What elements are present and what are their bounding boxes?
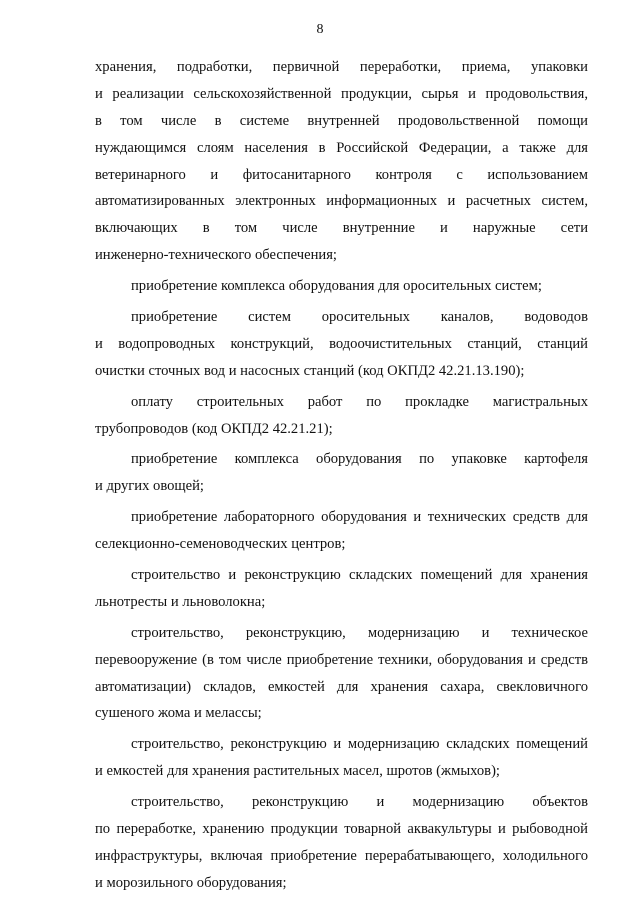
text-line: включающих в том числе внутренние и наружные сети bbox=[95, 220, 588, 237]
text-line: инфраструктуры, включая приобретение перерабатывающего, холодильного bbox=[95, 847, 588, 864]
text-line: строительство, реконструкцию, модернизацию и техническое bbox=[131, 624, 588, 641]
text-line: приобретение систем оросительных каналов, водоводов bbox=[131, 309, 588, 326]
text-line: хранения, подработки, первичной переработки, приема, упаковки bbox=[95, 59, 588, 75]
text-line: очистки сточных вод и насосных станций (код ОКПД2 42.21.13.190); bbox=[95, 362, 525, 379]
text-line: трубопроводов (код ОКПД2 42.21.21); bbox=[95, 420, 333, 437]
text-line: автоматизированных электронных информационных и расчетных систем, bbox=[95, 193, 588, 210]
text-line: приобретение лабораторного оборудования и технических средств для bbox=[131, 509, 588, 526]
page-number: 8 bbox=[316, 22, 324, 37]
text-line: сушеного жома и мелассы; bbox=[95, 705, 262, 722]
text-line: и морозильного оборудования; bbox=[95, 874, 287, 891]
text-line: и других овощей; bbox=[95, 478, 204, 495]
text-line: строительство, реконструкцию и модернизацию складских помещений bbox=[131, 736, 588, 753]
text-line: нуждающимся слоям населения в Российской Федерации, а также для bbox=[95, 139, 588, 156]
text-line: оплату строительных работ по прокладке магистральных bbox=[131, 393, 588, 410]
text-line: автоматизации) складов, емкостей для хранения сахара, свекловичного bbox=[95, 678, 588, 695]
text-line: строительство и реконструкцию складских помещений для хранения bbox=[131, 567, 588, 584]
text-line: и водопроводных конструкций, водоочистительных станций, станций bbox=[95, 335, 588, 352]
text-line: и емкостей для хранения растительных масел, шротов (жмыхов); bbox=[95, 763, 500, 780]
text-line: и реализации сельскохозяйственной продукции, сырья и продовольствия, bbox=[95, 85, 588, 102]
text-line: приобретение комплекса оборудования для оросительных систем; bbox=[131, 278, 542, 295]
text-line: льнотресты и льноволокна; bbox=[95, 593, 266, 610]
document-body bbox=[95, 54, 588, 897]
text-line: по переработке, хранению продукции товарной аквакультуры и рыбоводной bbox=[95, 821, 588, 838]
text-line: в том числе в системе внутренней продовольственной помощи bbox=[95, 112, 588, 129]
text-line: селекционно-семеноводческих центров; bbox=[95, 536, 346, 553]
text-line: строительство, реконструкцию и модернизацию объектов bbox=[131, 794, 588, 811]
text-line: приобретение комплекса оборудования по упаковке картофеля bbox=[131, 451, 588, 468]
text-line: ветеринарного и фитосанитарного контроля с использованием bbox=[95, 166, 588, 183]
text-line: инженерно-технического обеспечения; bbox=[95, 247, 337, 264]
text-line: перевооружение (в том числе приобретение техники, оборудования и средств bbox=[95, 651, 588, 668]
